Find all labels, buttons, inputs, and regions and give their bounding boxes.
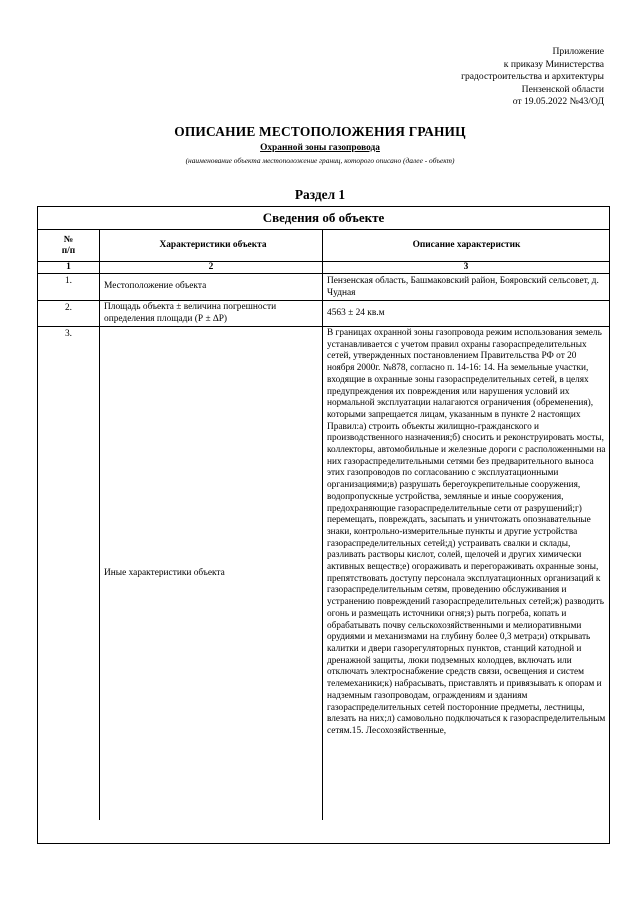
row-label: Иные характеристики объекта — [100, 327, 323, 820]
column-number: 1 — [38, 262, 100, 273]
row-value: 4563 ± 24 кв.м — [327, 307, 385, 318]
object-info-table — [37, 206, 610, 844]
document-caption: (наименование объекта местоположение границ, которого описано (далее - объект) — [185, 156, 455, 165]
column-header-description: Описание характеристик — [412, 239, 521, 250]
row-number: 2. — [38, 301, 100, 326]
table-row — [38, 301, 609, 327]
column-header-number-line1: № — [63, 234, 74, 245]
appendix-line: градостроительства и архитектуры — [461, 71, 604, 83]
row-label: Площадь объекта ± величина погрешности определения площади (Р ± ∆Р) — [100, 301, 323, 326]
row-label: Местоположение объекта — [100, 274, 323, 300]
table-row — [38, 327, 609, 820]
column-number: 3 — [463, 262, 469, 272]
appendix-line: от 19.05.2022 №43/ОД — [512, 96, 604, 108]
document-subtitle: Охранной зоны газопровода — [260, 143, 380, 153]
row-number: 1. — [38, 274, 100, 300]
table-header-row — [38, 230, 609, 262]
table-row — [38, 274, 609, 301]
appendix-line: Приложение — [552, 46, 604, 57]
appendix-line: Пензенской области — [521, 83, 604, 95]
column-header-number — [38, 230, 100, 261]
row-value: Пензенская область, Башмаковский район, Бояровский сельсовет, д. Чудная — [327, 276, 599, 298]
table-column-numbers-row — [38, 262, 609, 274]
row-number: 3. — [38, 327, 100, 820]
table-heading: Сведения об объекте — [38, 207, 609, 230]
appendix-block — [384, 46, 604, 109]
column-number: 2 — [100, 262, 323, 273]
document-title: ОПИСАНИЕ МЕСТОПОЛОЖЕНИЯ ГРАНИЦ — [174, 124, 466, 139]
appendix-line: к приказу Министерства — [503, 58, 604, 70]
column-header-number-line2: п/п — [61, 245, 76, 256]
column-header-characteristics: Характеристики объекта — [100, 230, 323, 261]
section-title: Раздел 1 — [294, 187, 346, 202]
row-value: В границах охранной зоны газопровода режим использования земель устанавливается с учетом правил охраны газораспределительных сетей, утвержденных постановлением Правительства РФ от 20 ноября 2000г. №878, согласно п. 14-16: 14. На земельные участки, входящие в охранные зоны газораспределительных сетей, в целях предупреждения их повреждения или нарушения условий их нормальной эксплуатации налагаются ограничения (обременения), которыми запрещается лицам, указанным в пункте 2 настоящих Правил:а) строить объекты жилищно-гражданского и производственного назначения;б) сносить и реконструировать мосты, коллекторы, автомобильные и железные дороги с расположенными на них газораспределительными сетями без предварительного выноса этих газопроводов по согласованию с эксплуатационными организациями;в) разрушать берегоукрепительные сооружения, водопропускные устройства, земляные и иные сооружения, предохраняющие газораспределительные сети от разрушений;г) перемещать, повреждать, засыпать и уничтожать опознавательные знаки, контрольно-измерительные пункты и другие устройства газораспределительных сетей;д) устраивать свалки и склады, разливать растворы кислот, солей, щелочей и других химически активных веществ;е) огораживать и перегораживать охранные зоны, препятствовать доступу персонала эксплуатационных организаций к газораспределительным сетям, проведению обслуживания и устранению повреждений газораспределительных сетей;ж) разводить огонь и размещать источники огня;з) рыть погреба, копать и обрабатывать почву сельскохозяйственными и мелиоративными орудиями и механизмами на глубину более 0,3 метра;и) открывать калитки и двери газорегуляторных пунктов, станций катодной и дренажной защиты, люки подземных колодцев, включать или отключать электроснабжение средств связи, освещения и систем телемеханики;к) набрасывать, приставлять и привязывать к опорам и надземным газопроводам, ограждениям и зданиям газораспределительных сетей посторонние предметы, лестницы, влезать на них;л) самовольно подключаться к газораспределительным сетям.15. Лесохозяйственные, — [327, 328, 606, 736]
